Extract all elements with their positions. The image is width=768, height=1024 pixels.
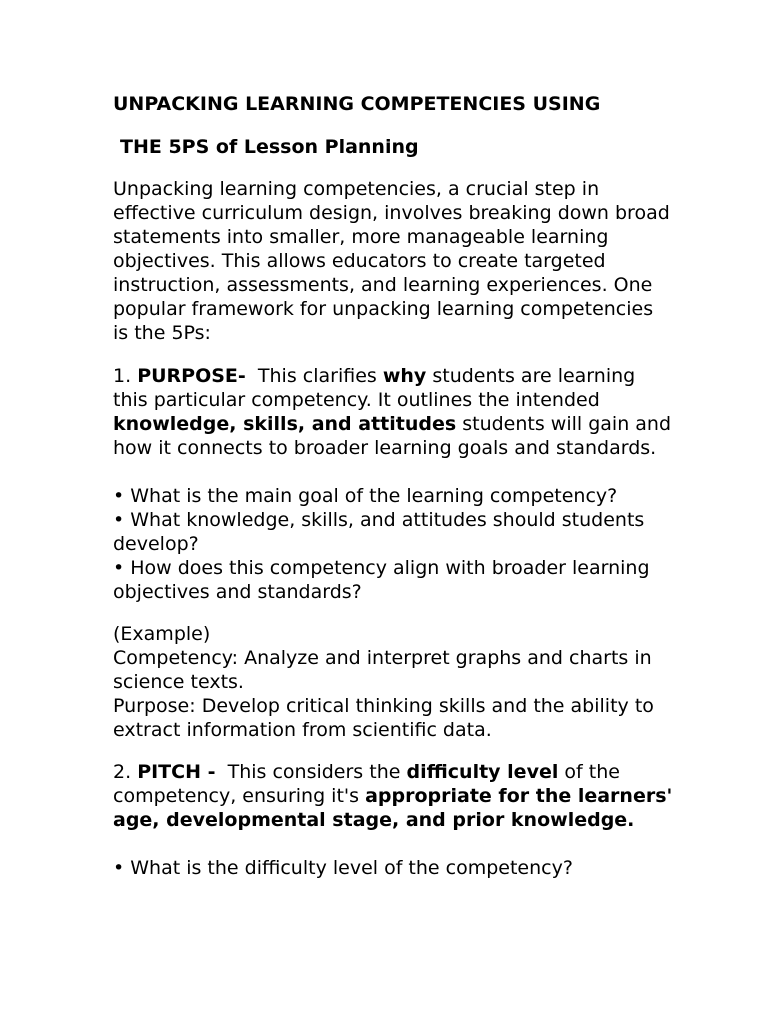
blank-line (113, 832, 673, 856)
purpose-bullet-3: • How does this competency align with broader learning objectives and standards? (113, 557, 650, 603)
pitch-heading: PITCH - (137, 761, 216, 783)
pitch-bold-difficulty: difficulty level (406, 761, 559, 783)
pitch-section (113, 760, 673, 880)
purpose-section (113, 364, 673, 604)
pitch-number: 2. (113, 761, 132, 783)
example-competency: Competency: Analyze and interpret graphs and charts in science texts. (113, 647, 652, 693)
purpose-bullet-2: • What knowledge, skills, and attitudes should students develop? (113, 509, 645, 555)
pitch-bullet-1: • What is the difficulty level of the competency? (113, 857, 573, 879)
document-title-line-1: UNPACKING LEARNING COMPETENCIES USING (113, 93, 601, 115)
purpose-heading: PURPOSE- (137, 365, 246, 387)
purpose-number: 1. (113, 365, 132, 387)
purpose-bold-why: why (382, 365, 427, 387)
document-page (113, 92, 673, 880)
purpose-text-3: students will gain and how it connects to broader learning goals and standards. (113, 413, 672, 459)
intro-paragraph: Unpacking learning competencies, a crucial step in effective curriculum design, involves breaking down broad statements into smaller, more manageable learning objectives. This allows educators to create targeted instruction, assessments, and learning experiences. One popular framework for unpacking learning competencies is the 5Ps: (113, 178, 670, 344)
purpose-bold-ksa: knowledge, skills, and attitudes (113, 413, 457, 435)
purpose-text-2: students are learning this particular competency. It outlines the intended (113, 365, 636, 411)
document-title-line-2: THE 5PS of Lesson Planning (120, 136, 419, 158)
example-section (113, 622, 673, 742)
blank-line (113, 460, 673, 484)
purpose-text-1: This clarifies (257, 365, 377, 387)
pitch-text-2: of the competency, ensuring it's (113, 761, 620, 807)
pitch-bold-appropriate: appropriate for the learners' age, developmental stage, and prior knowledge. (113, 785, 673, 831)
example-purpose: Purpose: Develop critical thinking skills and the ability to extract information from scientific data. (113, 695, 654, 741)
pitch-text-1: This considers the (227, 761, 401, 783)
example-label: (Example) (113, 623, 211, 645)
purpose-bullet-1: • What is the main goal of the learning competency? (113, 485, 618, 507)
